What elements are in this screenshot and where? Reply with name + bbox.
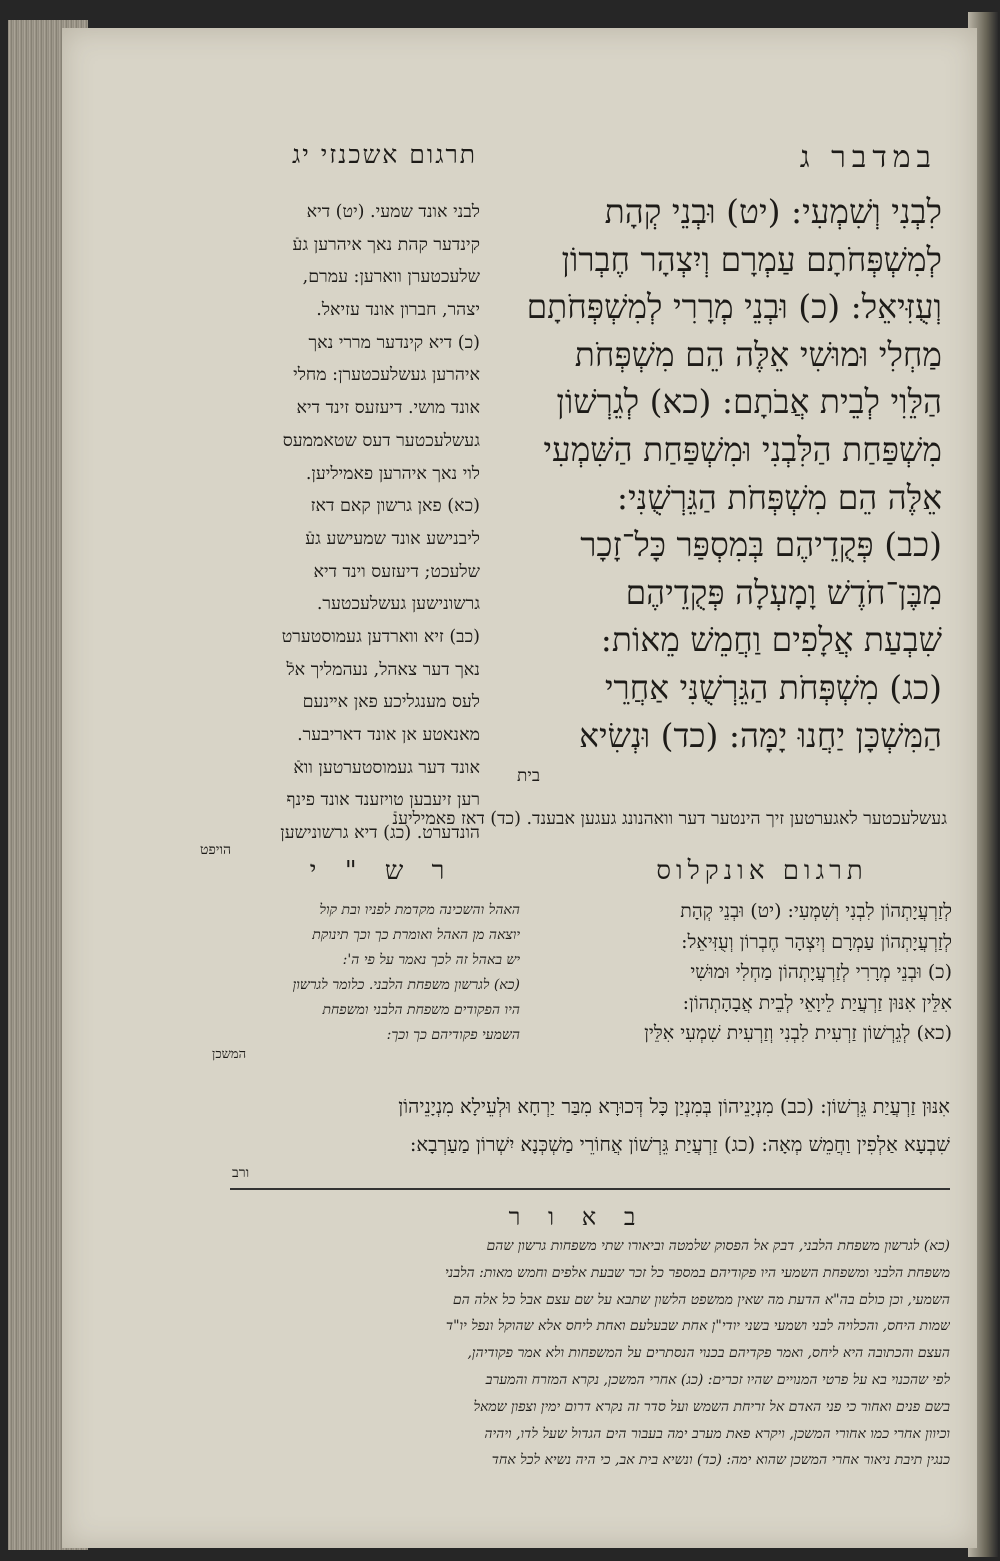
onkelos-column (542, 896, 952, 1049)
section-divider (230, 1188, 950, 1190)
yiddish-translation-column (208, 196, 480, 850)
rashi-title: ר ש " י (309, 856, 455, 886)
text-line: לְמִשְׁפְּחֹתָם עַמְרָם וְיִצְהָר חֶבְרוֹן (561, 239, 942, 279)
text-line: מַחְלִי וּמוּשִׁי אֵלֶּה הֵם מִשְׁפְּחֹת (574, 334, 942, 374)
text-line: לְזַרְעֲיָתְהוֹן לִבְנִי וְשִׁמְעִי: (יט) וּבְנֵי קְהָת (680, 900, 952, 922)
running-header-translation: תרגום אשכנזי יג (291, 140, 477, 169)
text-line: מִבֶּן־חֹדֶשׁ וָמָעְלָה פְּקֻדֵיהֶם (625, 572, 942, 612)
text-line: (כ) וּבְנֵי מְרָרִי לְזַרְעֲיָתְהוֹן מַחְלִי וּמוּשִׁי (690, 961, 952, 983)
biur-title: ב א ו ר (508, 1203, 646, 1231)
text-line: רען זיעבען טויזענד אונד פינף (286, 790, 480, 811)
text-line: יוצאה מן האהל ואומרת כך וכך תינוקת (312, 927, 520, 943)
text-line: השמעי פקודיהם כך וכך: (386, 1027, 520, 1043)
onkelos-catchword: ורב (232, 1165, 250, 1181)
text-line: היו הפקודים משפחת הלבני ומשפחת (322, 1002, 520, 1018)
text-line: (כא) לגרשון משפחת הלבני, דבק אל הפסוק שלמטה וביאורו שתי משפחות גרשון שהם (486, 1238, 950, 1254)
text-line: שלעכט; דיעזעס וינד דיא (313, 561, 480, 582)
text-line: כנגין תיבת ניאור אחרי המשכן שהוא ימה: (כד) ונשיא בית אב, כי היה נשיא לכל אחד (491, 1452, 950, 1469)
text-line: העצם והכתובה היא ליחס, ואמר פקדיהם בכנוי הנסתרים על המשפחות ולא אמר פקודיהן, (467, 1345, 950, 1362)
text-line: משפחת הלבני ומשפחת השמעי היו פקודיהם במספר כל זכר שבעת אלפים וחמש מאות: הלבני (445, 1264, 950, 1281)
text-line: הַלֵּוִי לְבֵית אֲבֹתָם: (כא) לְגֵרְשׁוֹן (556, 382, 942, 422)
main-hebrew-text (487, 188, 942, 759)
rashi-catchword: המשכן (212, 1047, 247, 1062)
main-catchword: בית (517, 766, 541, 786)
text-line: לִבְנִי וְשִׁמְעִי: (יט) וּבְנֵי קְהָת (604, 192, 942, 231)
text-line: אֵלֶּה הֵם מִשְׁפְּחֹת הַגֵּרְשֻׁנִּי: (616, 477, 942, 517)
text-line: איהרען געשלעכטערן: מחלי (293, 365, 480, 386)
text-line: גרשונישען געשלעכטער. (316, 594, 480, 615)
text-line: לבני אונד שמעי. (יט) דיא (306, 202, 480, 222)
text-line: (כב) זיא ווארדען געמוסטערט (281, 626, 480, 647)
yiddish-catchword: הויפט (200, 842, 232, 858)
text-line: אִנּוּן זַרְעֲיַת גֵּרְשׁוֹן: (כב) מִנְיָנֵיהוֹן בְּמִנְיַן כָּל דְּכוּרָא מִבַּר יַרְחָא וּלְעֵילָא מִנְיָנֵיהוֹן (398, 1095, 950, 1118)
text-line: הַמִּשְׁכָּן יַחֲנוּ יָמָּה: (כד) וּנְשִׂיא (579, 715, 942, 755)
text-line: שמות היחס, והכלויה לבני ושמעי בשני יודי"ן אחת שבעלעם ואחת ליחס אלא שהוקל ונפל יו"ד (445, 1318, 950, 1335)
text-line: געשלעכטער דעס שטאממעס (282, 430, 480, 451)
text-line: קינדער קהת נאך איהרען געֿ (292, 234, 480, 255)
text-line: האהל והשכינה מקדמת לפניו ובת קול (319, 902, 520, 918)
text-line: (כ) דיא קינדער מררי נאך (308, 332, 480, 353)
text-line: לפי שהכנוי בא על פרטי המנויים שהיו זכרים: (כג) אחרי המשכן, נקרא המזרח והמערב (485, 1371, 950, 1388)
book-page (62, 28, 977, 1548)
text-line: ליבנישע אונד שמעישע געֿ (305, 528, 480, 549)
text-line: שִׁבְעַת אֲלָפִים וַחֲמֵשׁ מֵאוֹת: (600, 620, 942, 660)
text-line: וכיוון אחרי כמו אחורי המשכן, ויקרא פאת מערב ימה בעבור הים הגדול שעל לדו, ויהיה (484, 1425, 950, 1442)
onkelos-full-width (202, 1088, 950, 1164)
text-line: שלעכטערן ווארען: עמרם, (302, 267, 480, 288)
running-header-book: במדבר ג (799, 140, 937, 175)
onkelos-title: תרגום אונקלוס (656, 856, 868, 886)
yiddish-continuation-line: געשלעכטער לאגערטען זיך הינטער דער וואהנונג געגען אבענד. (כד) דאז פאמיליענֿ (392, 809, 947, 829)
text-line: אונד מושי. דיעזעס זינד דיא (296, 398, 480, 419)
text-line: יש באהל זה לכך נאמר על פי ה': (342, 952, 520, 968)
rashi-column (210, 898, 520, 1048)
text-line: בשם פנים ואחור כי פני האדם אל זריחת השמש ועל סדר זה נקרא דרום ימין וצפון שמאל (473, 1398, 950, 1415)
text-line: לוי נאך איהרען פאמיליען. (305, 463, 480, 484)
text-line: (כב) פְּקֻדֵיהֶם בְּמִסְפַּר כָּל־זָכָר (580, 525, 942, 565)
text-line: (כא) לגרשון משפחת הלבני. כלומר לגרשון (292, 977, 520, 993)
text-line: אונד דער געמוסטערטען וואֿ (293, 757, 480, 778)
text-line: מאנאטע אן אונד דאריבער. (297, 725, 480, 745)
text-line: (כא) לְגֵרְשׁוֹן זַרְעִית לִבְנִי וְזַרְעִית שִׁמְעִי אִלֵּין (644, 1022, 952, 1044)
text-line: השמעי, וכן כולם בה"א הדעת מה שאין ממשפט הלשון שתבא על שם עצם אבל כל אלה הם (452, 1291, 950, 1308)
text-line: אִלֵּין אִנּוּן זַרְעֲיַת לֵיוָאֵי לְבֵית אֲבָהָתְהוֹן: (682, 991, 952, 1014)
text-line: נאך דער צאהל, נעהמליך אלֿ (286, 659, 480, 680)
text-line: יצהר, חברון אונד עזיאל. (316, 300, 480, 321)
page-content (62, 28, 977, 1548)
text-line: הונדערט. (כג) דיא גרשונישען (280, 823, 480, 844)
text-line: שִׁבְעָא אַלְפִין וַחֲמֵשׁ מְאָה: (כג) זַרְעֲיַת גֵּרְשׁוֹן אֲחוֹרֵי מַשְׁכְּנָא יִשְׁרוֹן מַעַרְבָא: (409, 1133, 950, 1156)
text-line: לְזַרְעֲיָתְהוֹן עַמְרָם וְיִצְהָר חֶבְרוֹן וְעֻזִּיאֵל: (681, 930, 952, 953)
text-line: (כג) מִשְׁפְּחֹת הַגֵּרְשֻׁנִּי אַחֲרֵי (604, 667, 942, 707)
text-line: לעס מענגליכע פאן אײנעם (302, 692, 480, 713)
biur-commentary (202, 1233, 950, 1474)
text-line: וְעֻזִּיאֵל: (כ) וּבְנֵי מְרָרִי לְמִשְׁפְּחֹתָם (526, 287, 942, 327)
text-line: מִשְׁפַּחַת הַלִּבְנִי וּמִשְׁפַּחַת הַשִּׁמְעִי (543, 429, 942, 469)
text-line: (כא) פאן גרשון קאם דאז (310, 496, 480, 517)
